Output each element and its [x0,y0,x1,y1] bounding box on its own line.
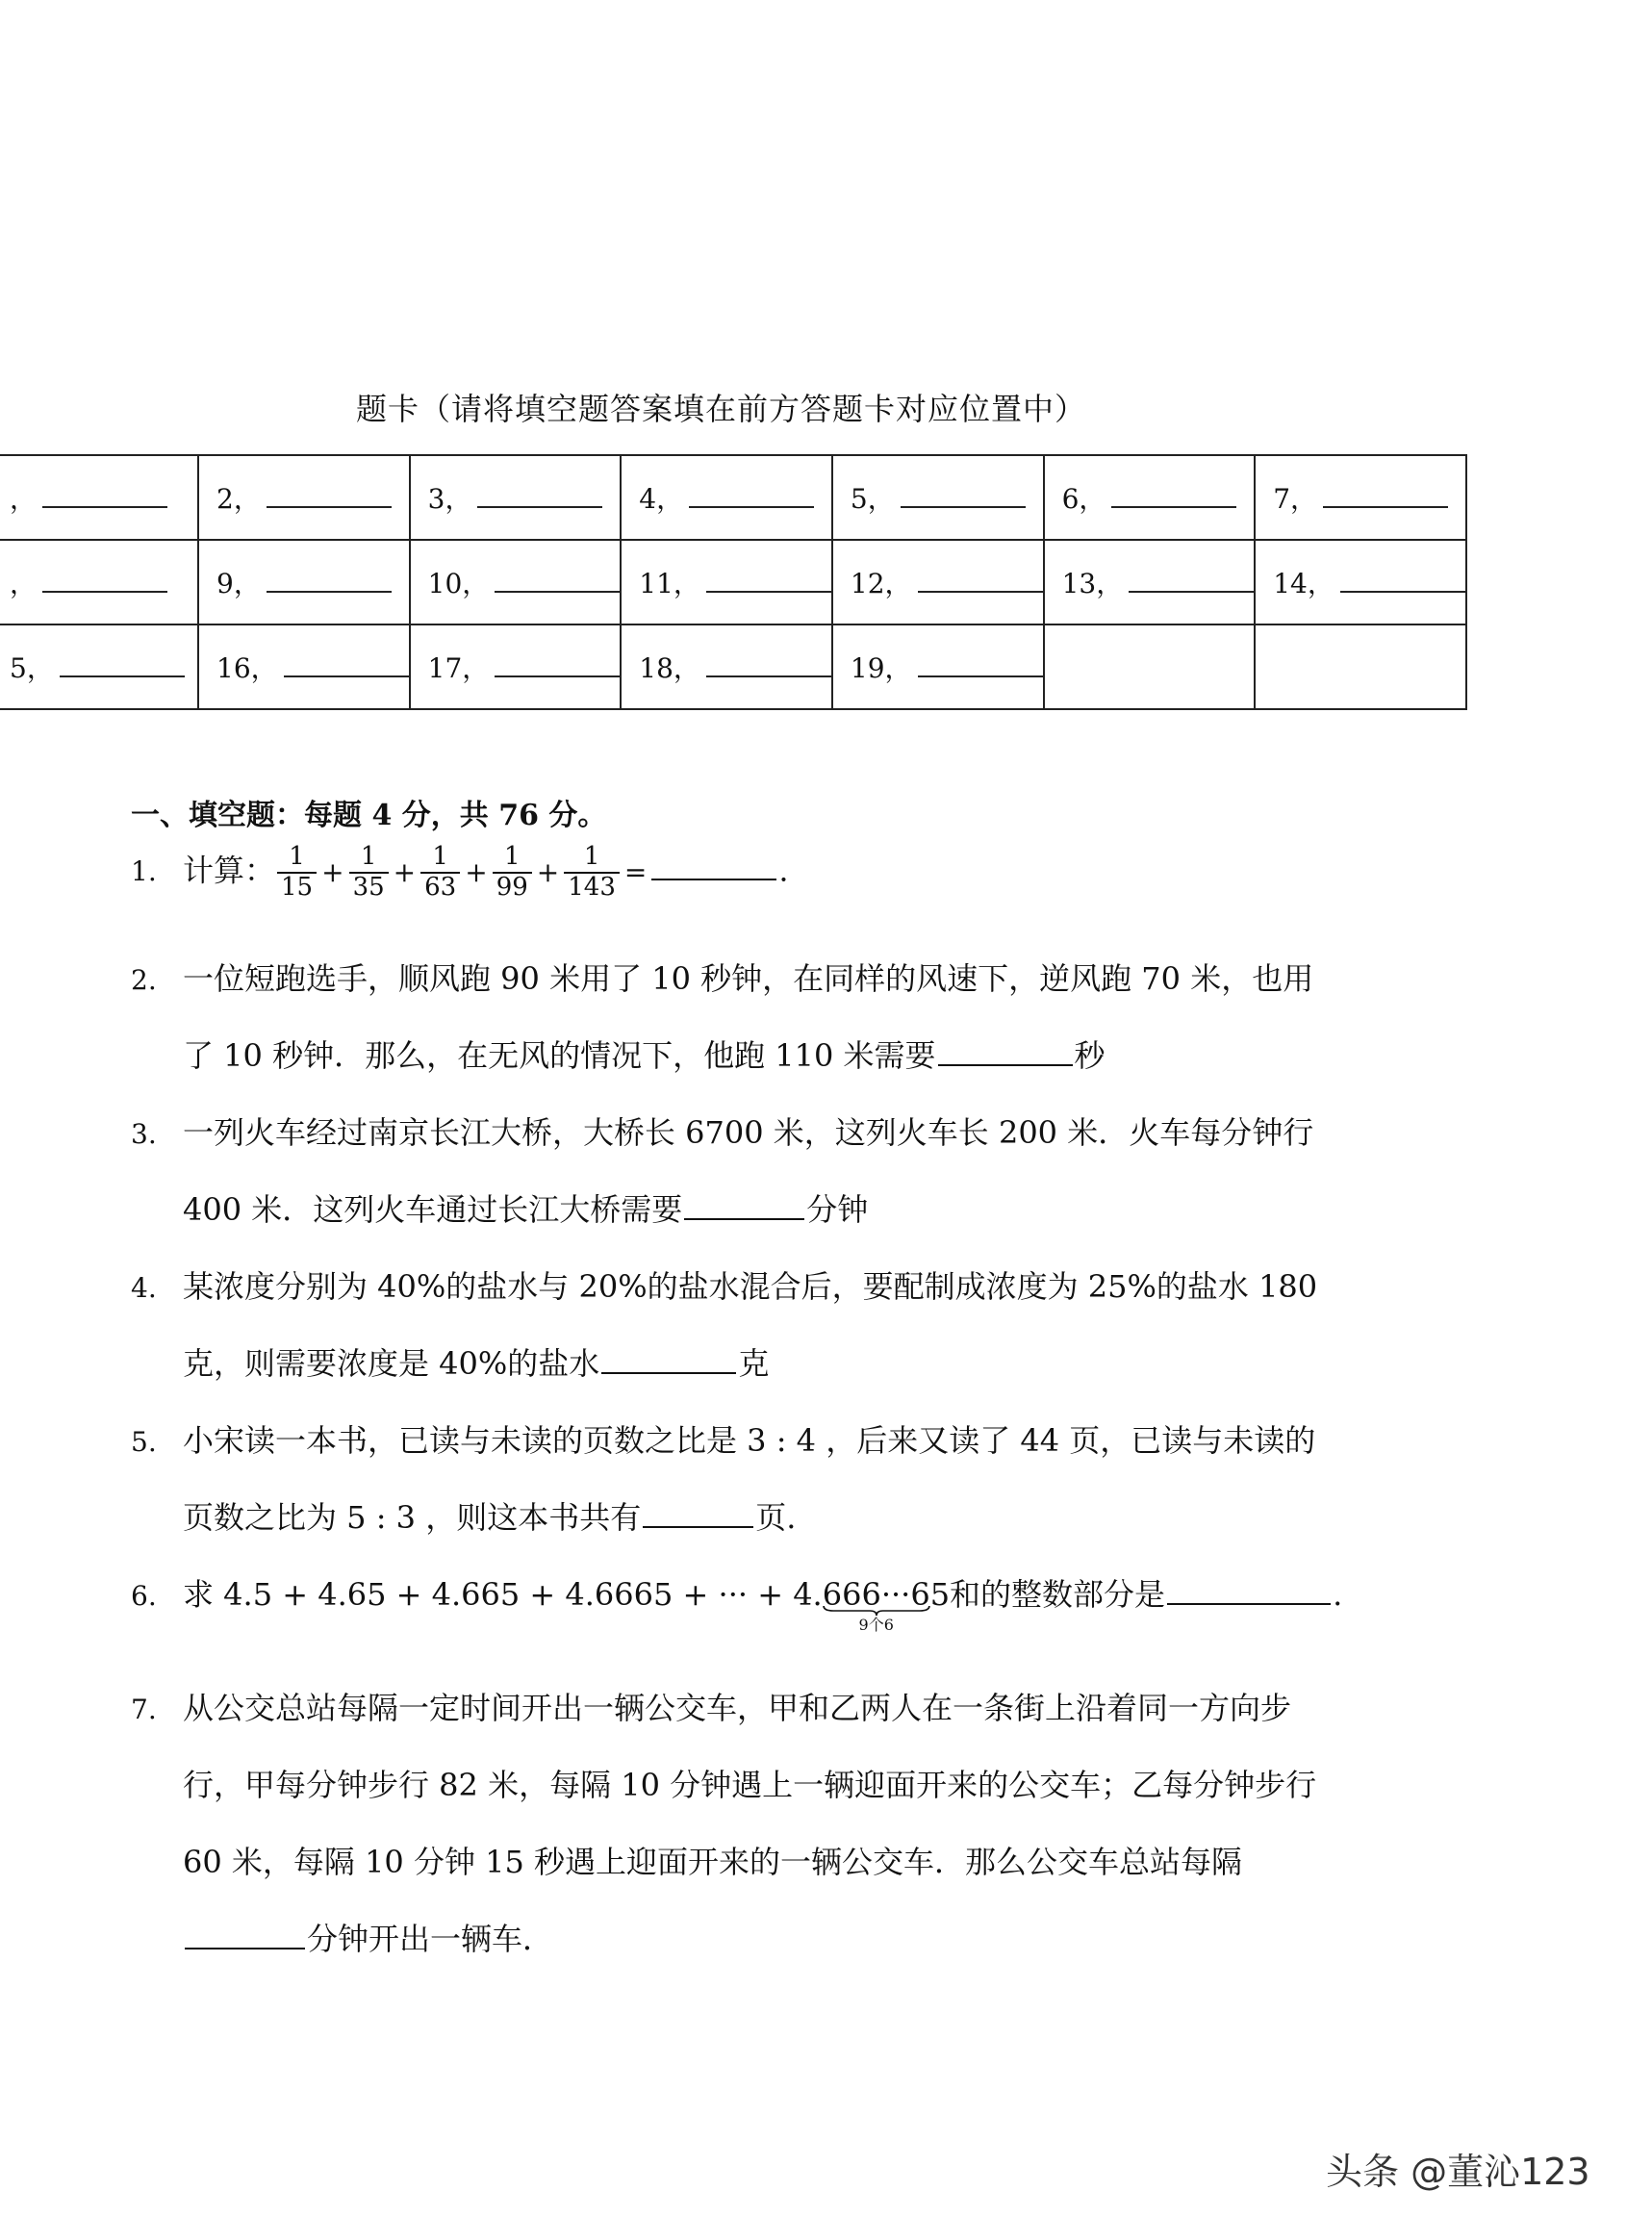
fraction: $\frac{1}{99}$ [493,843,532,903]
answer-cell[interactable]: 18， [621,624,832,709]
answer-cell[interactable]: ， [0,540,198,624]
question-7-line-2: 行，甲每分钟步行 82 米，每隔 10 分钟遇上一辆迎面开来的公交车；乙每分钟步行 [183,1767,1317,1803]
answer-card-table [0,454,1467,710]
question-text: 一位短跑选手，顺风跑 90 米用了 10 秒钟，在同样的风速下，逆风跑 70 米，也用 [183,960,1314,997]
question-number: 1. [131,855,157,888]
answer-blank [267,505,392,508]
answer-blank [267,590,392,593]
question-4 [131,1262,1317,1307]
answer-blank[interactable] [643,1497,753,1528]
question-3-line-2: 400 米．这列火车通过长江大桥需要 分钟 [183,1191,869,1228]
answer-cell[interactable]: 17， [410,624,622,709]
answer-cell[interactable]: ， [0,455,198,540]
fraction: $\frac{1}{63}$ [420,843,460,903]
question-text: 小宋读一本书，已读与未读的页数之比是 3 : 4 ，后来又读了 44 页，已读与未读的 [183,1422,1316,1459]
question-number: 6. [131,1580,157,1612]
plus-sign: + [321,856,344,889]
answer-row [0,540,1466,624]
question-2 [131,955,1313,999]
answer-cell[interactable]: 7， [1255,455,1466,540]
answer-cell[interactable]: 12， [832,540,1044,624]
answer-cell[interactable]: 3， [410,455,622,540]
answer-blank [1323,505,1448,508]
watermark: 头条 @董沁123 [1326,2151,1590,2193]
answer-cell[interactable]: 16， [198,624,410,709]
question-number: 2. [131,964,157,996]
question-number: 5. [131,1426,157,1458]
answer-blank[interactable] [601,1343,736,1374]
answer-cell[interactable]: 2， [198,455,410,540]
answer-blank [42,590,167,593]
answer-blank[interactable] [185,1919,305,1949]
answer-blank[interactable] [1167,1574,1331,1605]
question-text: 从公交总站每隔一定时间开出一辆公交车，甲和乙两人在一条街上沿着同一方向步 [183,1690,1292,1726]
answer-blank [495,675,620,677]
plus-sign: + [393,856,417,889]
question-6: 6. 求 4.5 + 4.65 + 4.665 + 4.6665 + ··· + 4.666···6 9个6 5和的整数部分是 . [131,1576,1343,1634]
question-5-line-2: 页数之比为 5 : 3 ，则这本书共有 页. [183,1499,797,1536]
answer-blank [918,675,1043,677]
answer-blank [1129,590,1254,593]
answer-blank [495,590,620,593]
answer-cell[interactable]: 10， [410,540,622,624]
plus-sign: + [536,856,560,889]
question-7-line-3: 60 米，每隔 10 分钟 15 秒遇上迎面开来的一辆公交车．那么公交车总站每隔 [183,1844,1243,1880]
answer-cell[interactable]: 6， [1044,455,1256,540]
brace-label: 9个6 [858,1616,894,1634]
answer-blank [60,675,185,677]
answer-cell[interactable]: 14， [1255,540,1466,624]
answer-cell[interactable]: 5， [0,624,198,709]
question-text: 某浓度分别为 40%的盐水与 20%的盐水混合后，要配制成浓度为 25%的盐水 180 [183,1268,1318,1305]
question-7 [131,1684,1291,1728]
answer-cell-empty [1044,624,1256,709]
answer-cell[interactable]: 13， [1044,540,1256,624]
fraction: $\frac{1}{35}$ [349,843,389,903]
answer-row [0,455,1466,540]
equals-sign: = [623,856,648,889]
answer-blank [901,505,1026,508]
answer-row [0,624,1466,709]
answer-blank [477,505,602,508]
answer-blank [706,675,831,677]
question-number: 7. [131,1694,157,1725]
question-1: 1. 计算： $\frac{1}{15}$ + $\frac{1}{35}$ + $\frac{1}{63}$ + $\frac{1}{99}$ + $\frac{1}{143}$ = . [131,842,789,902]
repeating-digits: 666···6 9个6 [822,1576,930,1634]
answer-blank [706,590,831,593]
answer-blank[interactable] [651,850,776,880]
fraction: $\frac{1}{143}$ [564,843,620,903]
answer-blank [284,675,409,677]
answer-blank[interactable] [684,1189,804,1220]
answer-blank [42,505,167,508]
answer-cell[interactable]: 4， [621,455,832,540]
question-text: 求 4.5 + 4.65 + 4.665 + 4.6665 + ··· + 4. [183,1576,823,1613]
answer-cell[interactable]: 5， [832,455,1044,540]
answer-blank[interactable] [938,1035,1073,1066]
question-5 [131,1416,1315,1461]
question-text: 一列火车经过南京长江大桥，大桥长 6700 米，这列火车长 200 米．火车每分钟行 [183,1114,1314,1151]
answer-cell[interactable]: 11， [621,540,832,624]
answer-cell[interactable]: 19， [832,624,1044,709]
answer-card-title: 题卡（请将填空题答案填在前方答题卡对应位置中） [356,391,1087,427]
answer-blank [689,505,814,508]
question-7-line-4: 分钟开出一辆车． [183,1915,553,1959]
answer-blank [1111,505,1236,508]
section-heading: 一、填空题：每题 4 分，共 76 分。 [131,799,607,832]
question-4-line-2: 克，则需要浓度是 40%的盐水 克 [183,1345,770,1382]
question-number: 3. [131,1118,157,1150]
plus-sign: + [465,856,488,889]
answer-cell[interactable]: 9， [198,540,410,624]
answer-blank [918,590,1043,593]
answer-cell-empty [1255,624,1466,709]
answer-blank [1340,590,1465,593]
fraction: $\frac{1}{15}$ [277,843,317,903]
question-3 [131,1108,1313,1153]
question-number: 4. [131,1272,157,1304]
question-text: 计算： [183,852,276,889]
question-2-line-2: 了 10 秒钟．那么，在无风的情况下，他跑 110 米需要 秒 [183,1037,1106,1074]
